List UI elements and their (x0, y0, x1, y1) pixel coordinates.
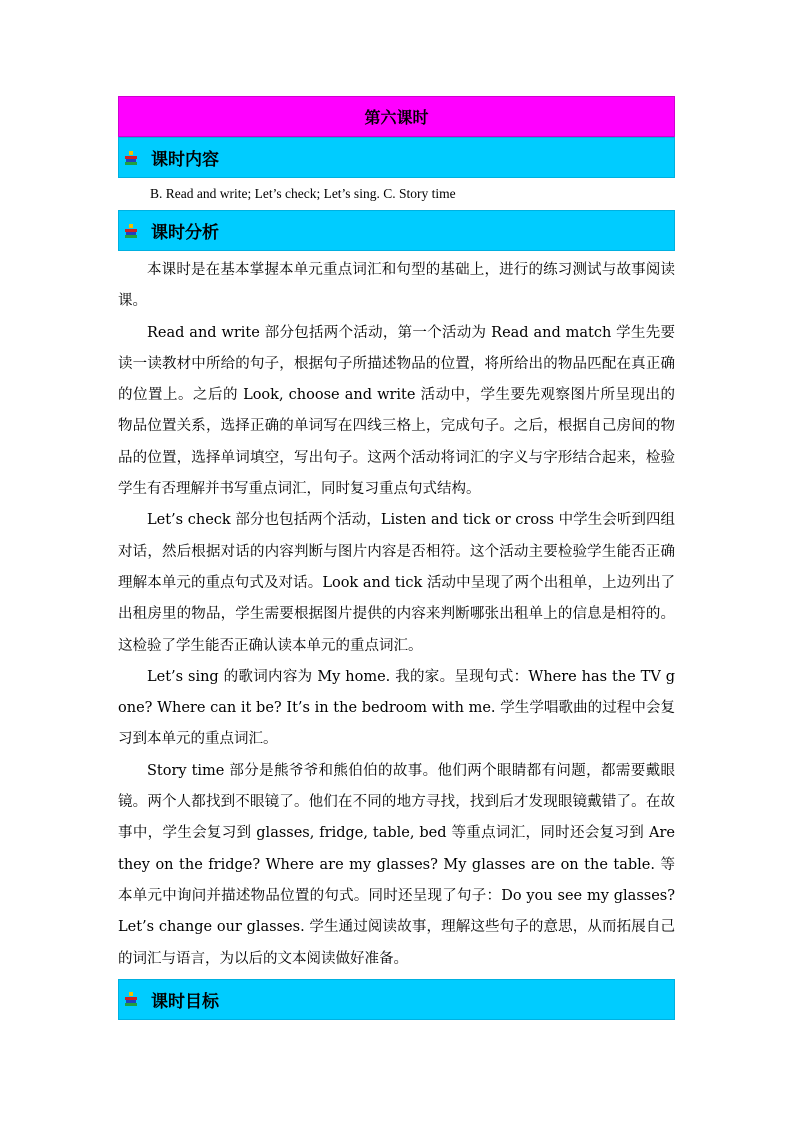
book-stack-icon (123, 223, 139, 239)
analysis-paragraph: Let’s sing 的歌词内容为 My home. 我的家。呈现句式：Where has the TV gone? Where can it be? It’s in the bedroom with me. 学生学唱歌曲的过程中会复习到本单元的重点词汇。 (118, 668, 675, 748)
analysis-paragraph: Let’s check 部分也包括两个活动，Listen and tick or cross 中学生会听到四组对话，然后根据对话的内容判断与图片内容是否相符。这个活动主要检验学生能否正确理解本单元的重点句式及对话。Look and tick 活动中呈现了两个出租单，上边列出了出租房里的物品，学生需要根据图片提供的内容来判断哪张出租单上的信息是相符的。这检验了学生能否正确认读本单元的重点词汇。 (118, 512, 675, 654)
section-heading: 课时内容 (151, 150, 219, 170)
analysis-paragraph: Read and write 部分包括两个活动，第一个活动为 Read and match 学生先要读一读教材中所给的句子，根据句子所描述物品的位置，将所给出的物品匹配在真正确的位置上。之后的 Look, choose and write 活动中，学生要先观察图片所呈现出的物品位置关系，选择正确的单词写在四线三格上，完成句子。之后，根据自己房间的物品的位置，选择单词填空，写出句子。这两个活动将词汇的字义与字形结合起来，检验学生有否理解并书写重点词汇，同时复习重点句式结构。 (118, 324, 675, 498)
book-stack-icon (123, 150, 139, 166)
section-header-objectives (118, 979, 675, 1020)
analysis-paragraph: 本课时是在基本掌握本单元重点词汇和句型的基础上，进行的练习测试与故事阅读课。 (118, 262, 675, 310)
lesson-title: 第六课时 (364, 108, 429, 127)
section-header-analysis (118, 210, 675, 251)
lesson-content-text: B. Read and write; Let’s check; Let’s sing. C. Story time (150, 186, 456, 201)
book-stack-icon (123, 991, 139, 1007)
section-heading: 课时分析 (151, 223, 219, 243)
lesson-page (118, 96, 675, 1020)
lesson-title-bar (118, 96, 675, 137)
section-heading: 课时目标 (151, 991, 219, 1012)
analysis-text (118, 251, 675, 979)
analysis-paragraph: Story time 部分是熊爷爷和熊伯伯的故事。他们两个眼睛都有问题，都需要戴眼镜。两个人都找到不眼镜了。他们在不同的地方寻找，找到后才发现眼镜戴错了。在故事中，学生会复习到 glasses, fridge, table, bed 等重点词汇，同时还会复习到 Are they on the fridge? Where are my glasses? My glasses are on the table. 等本单元中询问并描述物品位置的句式。同时还呈现了句子：Do you see my glasses? Let’s change our glasses. 学生通过阅读故事，理解这些句子的意思，从而拓展自己的词汇与语言，为以后的文本阅读做好准备。 (118, 762, 675, 967)
section-header-content (118, 137, 675, 178)
